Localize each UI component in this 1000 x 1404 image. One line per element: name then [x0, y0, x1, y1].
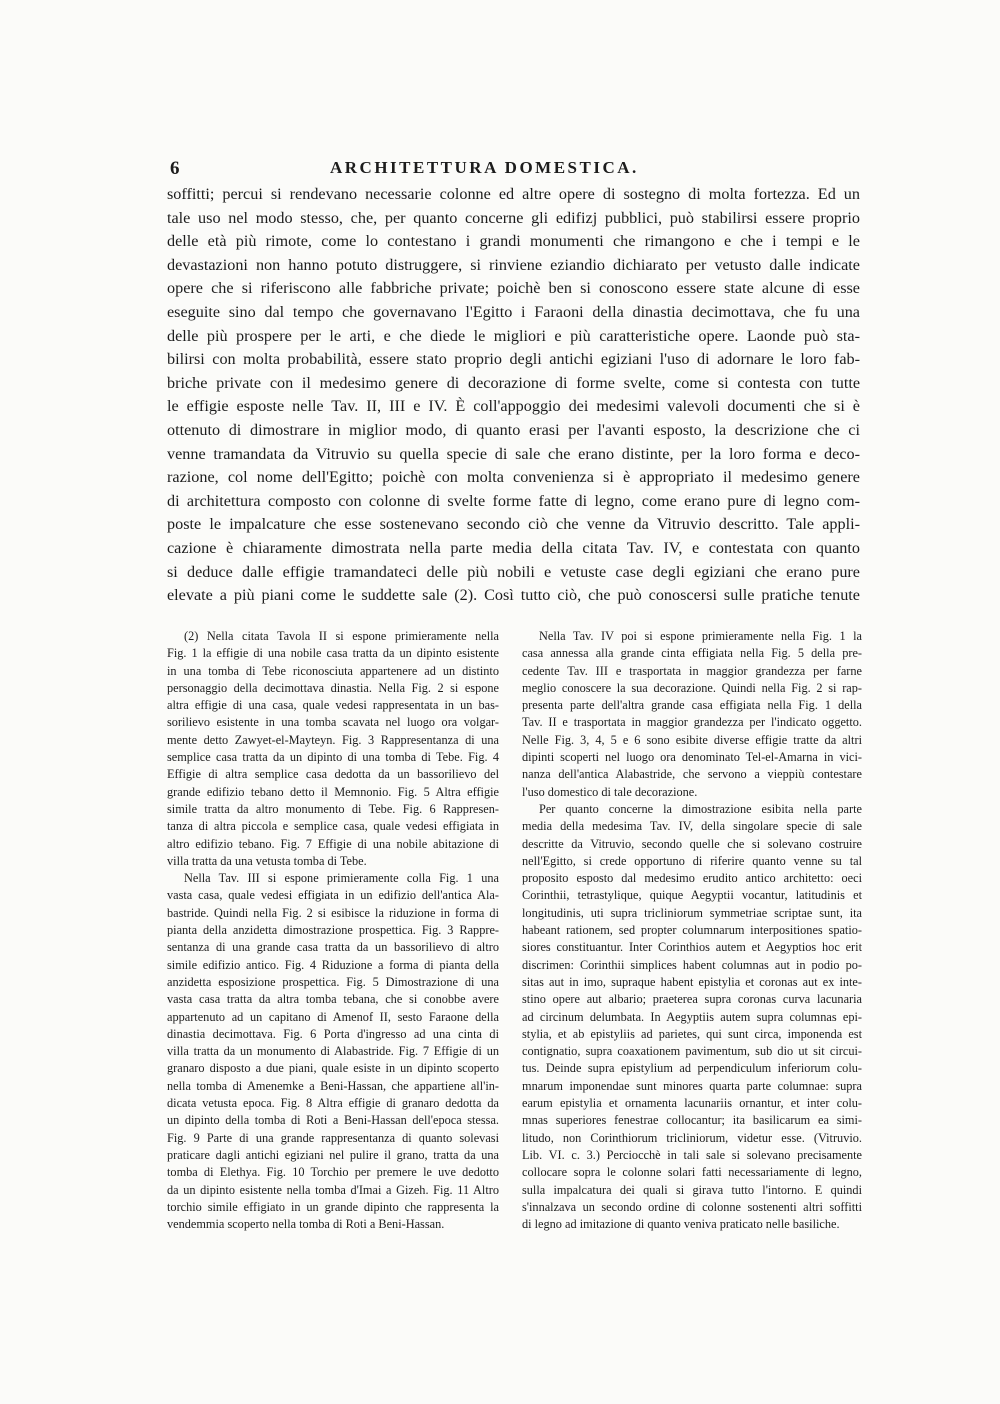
footnote-line: presenta parte dell'altra grande casa effigiata nella Fig. 1 della	[522, 698, 862, 713]
footnote-line: bastride. Quindi nella Fig. 2 si esibisce la riduzione in forma di	[167, 905, 499, 920]
footnote-line: cedente Tav. III e trasportata in maggior grandezza per farne	[522, 663, 862, 678]
footnote-line: di legno ad imitazione di quanto veniva praticato nelle basiliche.	[522, 1217, 840, 1232]
footnote-line: meglio conoscere la sua decorazione. Quindi nella Fig. 2 si rap-	[522, 680, 862, 695]
footnote-line: tanza di altra piccola e semplice casa, quale vedesi effigiata in	[167, 819, 499, 834]
footnote-line: un dipinto della tomba di Roti a Beni-Hassan dell'epoca stessa.	[167, 1113, 499, 1128]
footnote-line: proposito esposto dal medesimo erudito antico architetto: oeci	[522, 871, 862, 886]
footnote-line: villa tratta da un monumento di Alabastride. Fig. 7 Effigie di un	[167, 1044, 499, 1059]
footnote-line: mnas superiores fenestrae collocantur; ita basilicarum ea simi-	[522, 1113, 862, 1128]
footnote-line: Nelle Fig. 3, 4, 5 e 6 sono esibite diverse effigie tratte da altri	[522, 732, 862, 747]
footnote-line: Per quanto concerne la dimostrazione esibita nella parte	[539, 801, 862, 816]
footnote-line: Nella Tav. III si espone primieramente colla Fig. 1 una	[184, 871, 499, 886]
footnote-line: Corinthii, tetrastylique, quique Aegyptii vocantur, latitudinis et	[522, 888, 862, 903]
footnote-column-right	[522, 628, 862, 1233]
footnote-line: vasta casa, quale vedesi effigiata in un edifizio dell'antica Ala-	[167, 888, 499, 903]
footnote-line: granaro disposto a due piani, quale esiste in un dipinto scoperto	[167, 1061, 499, 1076]
footnote-line: nanza dell'antica Alabastride, che servono a vieppiù contestare	[522, 767, 862, 782]
footnote-line: media della medesima Tav. IV, della singolare specie di sale	[522, 819, 862, 834]
body-line: briche private con il medesimo genere di decorazione di forme svelte, come si contesta con tutte	[167, 373, 860, 392]
footnote-line: sulla impalcatura dei quali si girava tutto l'intorno. E quindi	[522, 1182, 862, 1197]
footnote-line: simile tratta da altro monumento di Tebe. Fig. 6 Rappresen-	[167, 801, 499, 816]
footnote-line: grande edifizio tebano detto il Memnonio. Fig. 5 Altra effigie	[167, 784, 499, 799]
body-line: delle più prospere per le arti, e che diede le migliori e più caratteristiche opere. Laonde può sta-	[167, 326, 860, 345]
footnote-line: anzidetta esposizione prospettica. Fig. 5 Dimostrazione di una	[167, 974, 499, 989]
footnote-line: Tav. II e trasportata in maggior grandezza per l'indicato oggetto.	[522, 715, 862, 730]
body-line: le effigie esposte nelle Tav. II, III e IV. È coll'appoggio dei medesimi valevoli documenti che si è	[167, 397, 860, 416]
body-line: delle età più rimote, come lo contestano i grandi monumenti che rimangono e che i tempi e le	[167, 232, 860, 251]
footnote-line: mente detto Zawyet-el-Mayteyn. Fig. 3 Rappresentanza di una	[167, 732, 499, 747]
footnote-column-left	[167, 628, 499, 1233]
footnote-line: (2) Nella citata Tavola II si espone primieramente nella	[184, 629, 499, 643]
footnote-line: tus. Deinde supra epistylium ad perpendiculum inferiorum colu-	[522, 1061, 862, 1076]
footnote-line: appartenuto ad un capitano di Amenof II, sesto Faraone della	[167, 1009, 499, 1024]
footnote-line: mnarum imponendae sunt minores quarta parte columnae: supra	[522, 1078, 862, 1093]
footnote-line: sitas aut in imo, supraque habent epistylia et coronas aut ex inte-	[522, 974, 862, 989]
body-line: venne tramandata da Vitruvio su quella specie di sale che erano distinte, per la loro forma e deco-	[167, 444, 860, 463]
body-line: opere che si riferiscono alle fabbriche private; poichè ben si conoscono essere state alcune di esse	[167, 279, 860, 298]
footnote-line: pianta della anzidetta dimostrazione prospettica. Fig. 3 Rappre-	[167, 923, 499, 938]
footnote-line: litudo, non Corinthiorum tricliniorum, videtur esse. (Vitruvio.	[522, 1130, 862, 1145]
footnote-line: vendemmia scoperto nella tomba di Roti a Beni-Hassan.	[167, 1217, 445, 1232]
footnote-line: tomba di Elethya. Fig. 10 Torchio per premere le uve dedotto	[167, 1165, 499, 1180]
body-line: si deduce dalle effigie tramandateci delle più nobili e vetuste case degli egiziani che erano pure	[167, 562, 860, 581]
footnote-line: da un dipinto esistente nella tomba d'Imai a Gizeh. Fig. 11 Altro	[167, 1182, 499, 1197]
footnote-line: vasta casa tratta da altra tomba tebana, che si conobbe avere	[167, 992, 499, 1007]
footnote-line: Fig. 1 la effigie di una nobile casa tratta da un dipinto esistente	[167, 646, 499, 661]
footnote-line: praticare dagli antichi egiziani nel pulire il grano, tratta da una	[167, 1147, 499, 1162]
footnote-line: torchio simile effigiato in un grande dipinto che rappresenta la	[167, 1199, 499, 1214]
footnote-line: nella tomba di Amenemke a Beni-Hassan, che appartiene all'in-	[167, 1078, 499, 1093]
body-line: razione, col nome dell'Egitto; poichè con molta convenienza si è appropriato il medesimo genere	[167, 468, 860, 487]
page-number: 6	[170, 158, 180, 179]
footnote-line: stylia, et ab epistyliis ad parietes, qui sunt circa, imponenda est	[522, 1026, 862, 1041]
body-line: elevate a più piani come le suddette sale (2). Così tutto ciò, che può conoscersi sulle pratiche tenute	[167, 586, 860, 605]
footnote-line: altra effigie di una casa, quale vedesi rappresentata in un bas-	[167, 698, 499, 713]
footnote-line: discrimen: Corinthii simplices habent columnas aut in podio po-	[522, 957, 862, 972]
body-line: di architettura composto con colonne di svelte forme fatte di legno, come erano pure di legno com-	[167, 491, 860, 510]
footnote-line: in una tomba di Tebe riconosciuta appartenere ad un distinto	[167, 663, 499, 678]
footnote-line: earum epistylia et ornamenta lacunariis ornantur, et inter colu-	[522, 1096, 862, 1111]
footnote-line: casa annessa alla grande cinta effigiata nella Fig. 5 della pre-	[522, 646, 862, 661]
footnote-line: siores constituantur. Inter Corinthios autem et Aegyptios hoc erit	[522, 940, 862, 955]
body-line: devastazioni non hanno potuto distruggere, si rinviene eziandio dichiarato per vetusto dalle indicate	[167, 255, 860, 274]
footnote-line: Effigie di altra semplice casa dedotta da un bassorilievo del	[167, 767, 499, 782]
footnote-line: dicata vetusta epoca. Fig. 8 Altra effigie di granaro dedotta da	[167, 1096, 499, 1111]
footnote-line: contignatio, supra coaxationem pavimentum, sub dio ut sit circui-	[522, 1044, 862, 1059]
footnote-line: dinastia decimottava. Fig. 6 Porta d'ingresso ad una cinta di	[167, 1026, 499, 1041]
body-line: soffitti; percui si rendevano necessarie colonne ed altre opere di sostegno di molta fortezza. Ed un	[167, 185, 860, 203]
footnote-line: s'innalzava un secondo ordine di colonne sostenenti altri soffitti	[522, 1199, 862, 1214]
footnote-line: simile edifizio antico. Fig. 4 Riduzione a forma di pianta della	[167, 957, 499, 972]
footnote-line: habeant rationem, sed propter columnarum interpositiones spatio-	[522, 923, 862, 938]
body-line: bilirsi con molta probabilità, essere stato proprio degli antichi egiziani l'uso di adornare le loro fab-	[167, 350, 860, 369]
footnote-line: Lib. VI. c. 3.) Perciocchè in tali sale si solevano precisamente	[522, 1147, 862, 1162]
footnote-line: personaggio della decimottava dinastia. Nella Fig. 2 si espone	[167, 680, 499, 695]
footnote-line: l'uso domestico di tale decorazione.	[522, 784, 698, 799]
body-text	[167, 183, 860, 608]
footnote-line: longitudinis, uti supra tricliniorum symmetriae scriptae sunt, ita	[522, 905, 862, 920]
body-line: tale uso nel modo stesso, che, per quanto concerne gli edifizj pubblici, può stabilirsi essere proprio	[167, 208, 860, 227]
footnote-line: collocare sopra le colonne solari fatti necessariamente di legno,	[522, 1165, 862, 1180]
footnote-line: stino opere aut albario; praeterea supra coronas curva lacunaria	[522, 992, 862, 1007]
footnote-line: descritte da Vitruvio, secondo quelle che si solevano costruire	[522, 836, 862, 851]
footnote-line: sorilievo esistente in una tomba scavata nel luogo ora volgar-	[167, 715, 499, 730]
body-line: cazione è chiaramente dimostrata nella parte media della citata Tav. IV, e contestata con quanto	[167, 538, 860, 557]
running-title: ARCHITETTURA DOMESTICA.	[330, 158, 639, 177]
footnote-line: villa tratta da una vetusta tomba di Tebe.	[167, 853, 367, 868]
body-line: ottenuto di dimostrare in miglior modo, di quanto erasi per l'avanti esposto, la descrizione che ci	[167, 420, 860, 439]
footnote-line: sentanza di una grande casa tratta da un bassorilievo di altro	[167, 940, 499, 955]
footnote-line: dipinti scoperti nel luogo ora denominato Tel-el-Amarna in vici-	[522, 750, 862, 765]
body-line: poste le impalcature che esse sostenevano secondo ciò che venne da Vitruvio descritto. Tale appli-	[167, 515, 860, 534]
footnote-line: ad circinum delumbata. In Aegyptiis autem supra columnas epi-	[522, 1009, 862, 1024]
footnote-line: Nella Tav. IV poi si espone primieramente nella Fig. 1 la	[539, 629, 862, 643]
footnote-line: altro edifizio tebano. Fig. 7 Effigie di una nobile abitazione di	[167, 836, 499, 851]
body-line: eseguite sino dal tempo che governavano l'Egitto i Faraoni della dinastia decimottava, che fu una	[167, 302, 860, 321]
footnote-line: semplice casa tratta da un dipinto di una tomba di Tebe. Fig. 4	[167, 750, 499, 765]
footnote-line: Fig. 9 Parte di una grande rappresentanza di quanto solevasi	[167, 1130, 499, 1145]
footnote-line: nell'Egitto, si crede opportuno di riferire quanto venne su tal	[522, 853, 862, 868]
